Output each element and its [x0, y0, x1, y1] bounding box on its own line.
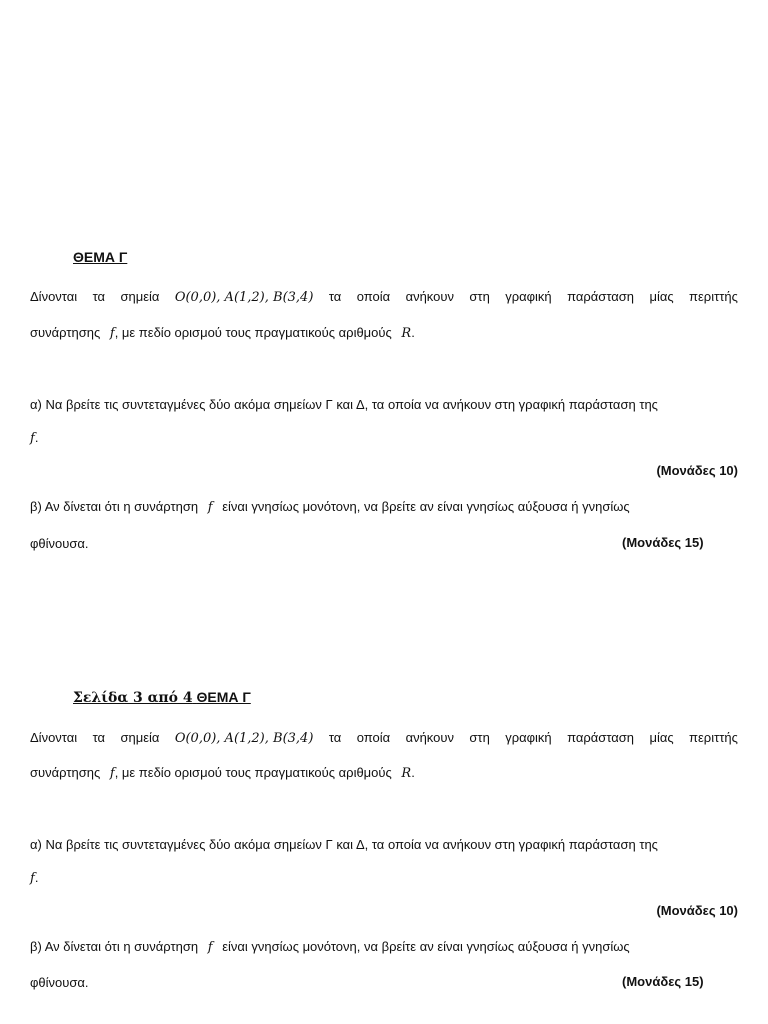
question-b-line-2: φθίνουσα.: [30, 975, 89, 990]
page-label: Σελίδα 3 από 4: [73, 690, 193, 706]
section-title: ΘΕΜΑ Γ: [73, 249, 128, 265]
text-fragment: β) Αν δίνεται ότι η συνάρτηση: [30, 939, 199, 954]
period: .: [411, 765, 415, 780]
period: .: [411, 325, 415, 340]
intro-line-2: [30, 765, 415, 781]
points-expression: O(0,0), A(1,2), B(3,4): [174, 290, 314, 305]
intro-word: γραφική: [505, 730, 552, 745]
text-fragment: συνάρτησης: [30, 325, 101, 340]
function-symbol: f: [109, 326, 115, 341]
text-fragment: είναι γνησίως μονότονη, να βρείτε αν είναι γνησίως αύξουσα ή γνησίως: [222, 939, 630, 954]
intro-word: τα: [92, 730, 106, 745]
question-a: α) Να βρείτε τις συντεταγμένες δύο ακόμα σημείων Γ και Δ, τα οποία να ανήκουν στη γραφική παράσταση της: [30, 837, 658, 852]
text-fragment: συνάρτησης: [30, 765, 101, 780]
question-b-points: (Μονάδες 15): [622, 974, 704, 989]
intro-line-2: [30, 325, 415, 341]
real-numbers-symbol: R: [401, 766, 412, 781]
text-fragment: είναι γνησίως μονότονη, να βρείτε αν είναι γνησίως αύξουσα ή γνησίως: [222, 499, 630, 514]
question-b: [30, 499, 630, 515]
function-symbol: f: [207, 500, 213, 515]
text-fragment: , με πεδίο ορισμού τους πραγματικούς αριθμούς: [114, 765, 392, 780]
real-numbers-symbol: R: [401, 326, 412, 341]
intro-word: μίας: [649, 289, 674, 304]
section-title-with-page: [73, 689, 251, 706]
period: .: [34, 870, 39, 885]
intro-word: γραφική: [505, 289, 552, 304]
intro-word: οποία: [356, 730, 391, 745]
text-fragment: , με πεδίο ορισμού τους πραγματικούς αριθμούς: [114, 325, 392, 340]
intro-word: σημεία: [120, 730, 160, 745]
intro-word: Δίνονται: [30, 730, 78, 745]
function-symbol: f: [109, 766, 115, 781]
question-b: [30, 939, 630, 955]
section-title: ΘΕΜΑ Γ: [196, 689, 251, 705]
intro-word: παράσταση: [567, 289, 635, 304]
intro-word: Δίνονται: [30, 289, 78, 304]
intro-word: στη: [469, 289, 490, 304]
intro-word: οποία: [356, 289, 391, 304]
intro-word: στη: [469, 730, 490, 745]
intro-word: ανήκουν: [405, 730, 454, 745]
intro-word: σημεία: [120, 289, 160, 304]
intro-word: περιττής: [689, 730, 738, 745]
intro-line: [30, 289, 738, 307]
question-b-line-2: φθίνουσα.: [30, 536, 89, 551]
intro-word: παράσταση: [567, 730, 635, 745]
intro-word: τα: [328, 730, 342, 745]
intro-word: τα: [328, 289, 342, 304]
intro-word: ανήκουν: [405, 289, 454, 304]
period: .: [34, 430, 39, 445]
function-symbol: f: [30, 431, 35, 446]
intro-word: μίας: [649, 730, 674, 745]
points-expression: O(0,0), A(1,2), B(3,4): [174, 731, 314, 746]
question-a: α) Να βρείτε τις συντεταγμένες δύο ακόμα σημείων Γ και Δ, τα οποία να ανήκουν στη γραφική παράσταση της: [30, 397, 658, 412]
intro-word: περιττής: [689, 289, 738, 304]
question-a-points: (Μονάδες 10): [656, 903, 738, 918]
text-fragment: β) Αν δίνεται ότι η συνάρτηση: [30, 499, 199, 514]
intro-word: τα: [92, 289, 106, 304]
question-a-line-2: [30, 430, 38, 446]
question-a-line-2: [30, 870, 38, 886]
function-symbol: f: [207, 940, 213, 955]
question-b-points: (Μονάδες 15): [622, 535, 704, 550]
intro-line: [30, 730, 738, 748]
function-symbol: f: [30, 871, 35, 886]
question-a-points: (Μονάδες 10): [656, 463, 738, 478]
